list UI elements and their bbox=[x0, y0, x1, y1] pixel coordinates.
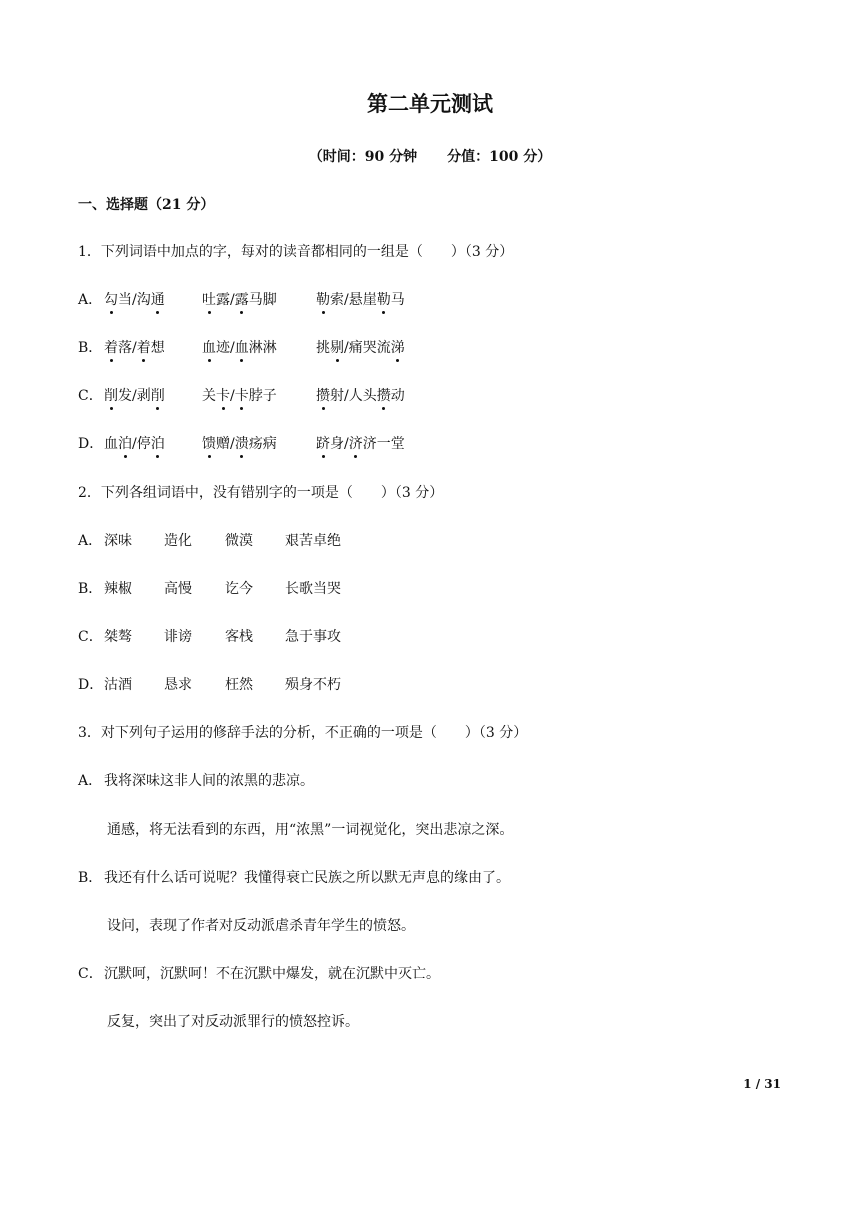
word-text: 索/悬崖 bbox=[330, 292, 377, 308]
option-word: 诽谤 bbox=[164, 629, 192, 645]
word-text: 迹/ bbox=[216, 340, 235, 356]
emphasis-dotted-char: 卡 bbox=[216, 385, 230, 407]
word-text: 身/ bbox=[330, 436, 349, 452]
q1-option-b bbox=[78, 337, 405, 359]
option-sentence: 沉默呵，沉默呵！不在沉默中爆发，就在沉默中灭亡。 bbox=[104, 966, 440, 982]
question-2 bbox=[78, 482, 443, 504]
option-word bbox=[316, 337, 405, 359]
q3-option-a-analysis: 通感，将无法看到的东西，用“浓黑”一词视觉化，突出悲凉之深。 bbox=[107, 822, 514, 838]
emphasis-dotted-char: 剔 bbox=[330, 337, 344, 359]
emphasis-dotted-char: 溃 bbox=[235, 433, 249, 455]
emphasis-dotted-char: 泊 bbox=[151, 433, 165, 455]
word-text: / bbox=[230, 388, 235, 404]
q3-option-a bbox=[78, 770, 314, 792]
emphasis-dotted-char: 勒 bbox=[377, 289, 391, 311]
section-heading: 一、选择题（21 分） bbox=[78, 197, 215, 213]
option-letter: D． bbox=[78, 677, 104, 693]
option-word: 沽酒 bbox=[104, 677, 132, 693]
question-stem: 下列词语中加点的字，每对的读音都相同的一组是（ ）（3 分） bbox=[100, 244, 514, 260]
document-title: 第二单元测试 bbox=[367, 91, 493, 116]
emphasis-dotted-char: 削 bbox=[151, 385, 165, 407]
emphasis-dotted-char: 济 bbox=[349, 433, 363, 455]
option-letter: B． bbox=[78, 340, 103, 356]
option-word bbox=[316, 433, 405, 455]
word-text: 射/人头 bbox=[330, 388, 377, 404]
option-word: 恳求 bbox=[164, 677, 192, 693]
option-word: 讫今 bbox=[225, 581, 253, 597]
word-text: /停 bbox=[132, 436, 151, 452]
word-text: 赠/ bbox=[216, 436, 235, 452]
option-letter: C． bbox=[78, 388, 103, 404]
option-letter: A． bbox=[78, 292, 103, 308]
option-word bbox=[316, 289, 405, 311]
question-3 bbox=[78, 722, 527, 744]
page-number: 1 / 31 bbox=[743, 1077, 781, 1091]
word-text: 血 bbox=[104, 436, 118, 452]
question-number: 1． bbox=[78, 244, 101, 260]
option-word bbox=[202, 385, 316, 407]
word-text: 发/剥 bbox=[118, 388, 151, 404]
option-word bbox=[316, 385, 405, 407]
option-word: 桀骜 bbox=[104, 629, 132, 645]
emphasis-dotted-char: 馈 bbox=[202, 433, 216, 455]
word-text: 动 bbox=[390, 388, 405, 404]
option-word bbox=[104, 289, 202, 311]
option-word: 殒身不朽 bbox=[285, 677, 341, 693]
option-word: 造化 bbox=[164, 533, 192, 549]
q1-option-d bbox=[78, 433, 405, 455]
emphasis-dotted-char: 着 bbox=[137, 337, 151, 359]
option-sentence: 我将深味这非人间的浓黑的悲凉。 bbox=[104, 773, 314, 789]
word-text: 关 bbox=[202, 388, 216, 404]
word-text: 露/ bbox=[216, 292, 235, 308]
q3-option-b-analysis: 设问，表现了作者对反动派虐杀青年学生的愤怒。 bbox=[107, 918, 415, 934]
option-letter: A． bbox=[78, 533, 103, 549]
option-letter: D． bbox=[78, 436, 104, 452]
option-letter: C． bbox=[78, 629, 103, 645]
emphasis-dotted-char: 卡 bbox=[235, 385, 249, 407]
option-word: 急于事攻 bbox=[285, 629, 341, 645]
option-word: 微漠 bbox=[225, 533, 253, 549]
q3-option-c bbox=[78, 963, 440, 985]
question-stem: 下列各组词语中，没有错别字的一项是（ ）（3 分） bbox=[100, 485, 444, 501]
exam-score: 分值：100 分） bbox=[447, 149, 552, 165]
option-word bbox=[104, 433, 202, 455]
word-text: 疡病 bbox=[248, 436, 277, 452]
option-letter: B． bbox=[78, 870, 103, 886]
q2-option-d bbox=[78, 674, 341, 696]
emphasis-dotted-char: 勾 bbox=[104, 289, 118, 311]
emphasis-dotted-char: 涕 bbox=[391, 337, 405, 359]
word-text: 马 bbox=[390, 292, 405, 308]
emphasis-dotted-char: 吐 bbox=[202, 289, 216, 311]
word-text: 马脚 bbox=[248, 292, 277, 308]
q1-option-c bbox=[78, 385, 405, 407]
option-word bbox=[104, 337, 202, 359]
question-1 bbox=[78, 241, 513, 263]
word-text: 当/沟 bbox=[118, 292, 151, 308]
option-word: 长歌当哭 bbox=[285, 581, 341, 597]
emphasis-dotted-char: 着 bbox=[104, 337, 118, 359]
q2-option-b bbox=[78, 578, 341, 600]
exam-info bbox=[0, 146, 860, 166]
emphasis-dotted-char: 攒 bbox=[377, 385, 391, 407]
emphasis-dotted-char: 泊 bbox=[118, 433, 132, 455]
option-word: 艰苦卓绝 bbox=[285, 533, 341, 549]
q2-option-c bbox=[78, 626, 341, 648]
option-word bbox=[202, 337, 316, 359]
word-text: 落/ bbox=[118, 340, 137, 356]
option-word: 高慢 bbox=[164, 581, 192, 597]
emphasis-dotted-char: 削 bbox=[104, 385, 118, 407]
word-text: 挑 bbox=[316, 340, 330, 356]
word-text: 济一堂 bbox=[362, 436, 405, 452]
word-text: 淋淋 bbox=[248, 340, 277, 356]
emphasis-dotted-char: 血 bbox=[235, 337, 249, 359]
option-word bbox=[202, 289, 316, 311]
option-word bbox=[202, 433, 316, 455]
q3-option-c-analysis: 反复，突出了对反动派罪行的愤怒控诉。 bbox=[107, 1014, 359, 1030]
option-word bbox=[104, 385, 202, 407]
emphasis-dotted-char: 露 bbox=[235, 289, 249, 311]
option-word: 深味 bbox=[104, 533, 132, 549]
word-text: /痛哭流 bbox=[344, 340, 391, 356]
emphasis-dotted-char: 通 bbox=[151, 289, 165, 311]
q1-option-a bbox=[78, 289, 405, 311]
emphasis-dotted-char: 跻 bbox=[316, 433, 330, 455]
word-text: 想 bbox=[150, 340, 165, 356]
emphasis-dotted-char: 血 bbox=[202, 337, 216, 359]
question-number: 2． bbox=[78, 485, 101, 501]
option-sentence: 我还有什么话可说呢？我懂得衰亡民族之所以默无声息的缘由了。 bbox=[104, 870, 510, 886]
q3-option-b bbox=[78, 867, 510, 889]
option-letter: C． bbox=[78, 966, 103, 982]
option-word: 辣椒 bbox=[104, 581, 132, 597]
question-stem: 对下列句子运用的修辞手法的分析，不正确的一项是（ ）（3 分） bbox=[100, 725, 528, 741]
exam-time: （时间：90 分钟 bbox=[308, 149, 418, 165]
q2-option-a bbox=[78, 530, 341, 552]
word-text: 脖子 bbox=[248, 388, 277, 404]
option-word: 枉然 bbox=[225, 677, 253, 693]
option-letter: A． bbox=[78, 773, 103, 789]
option-letter: B． bbox=[78, 581, 103, 597]
emphasis-dotted-char: 攒 bbox=[316, 385, 330, 407]
emphasis-dotted-char: 勒 bbox=[316, 289, 330, 311]
question-number: 3． bbox=[78, 725, 101, 741]
option-word: 客栈 bbox=[225, 629, 253, 645]
